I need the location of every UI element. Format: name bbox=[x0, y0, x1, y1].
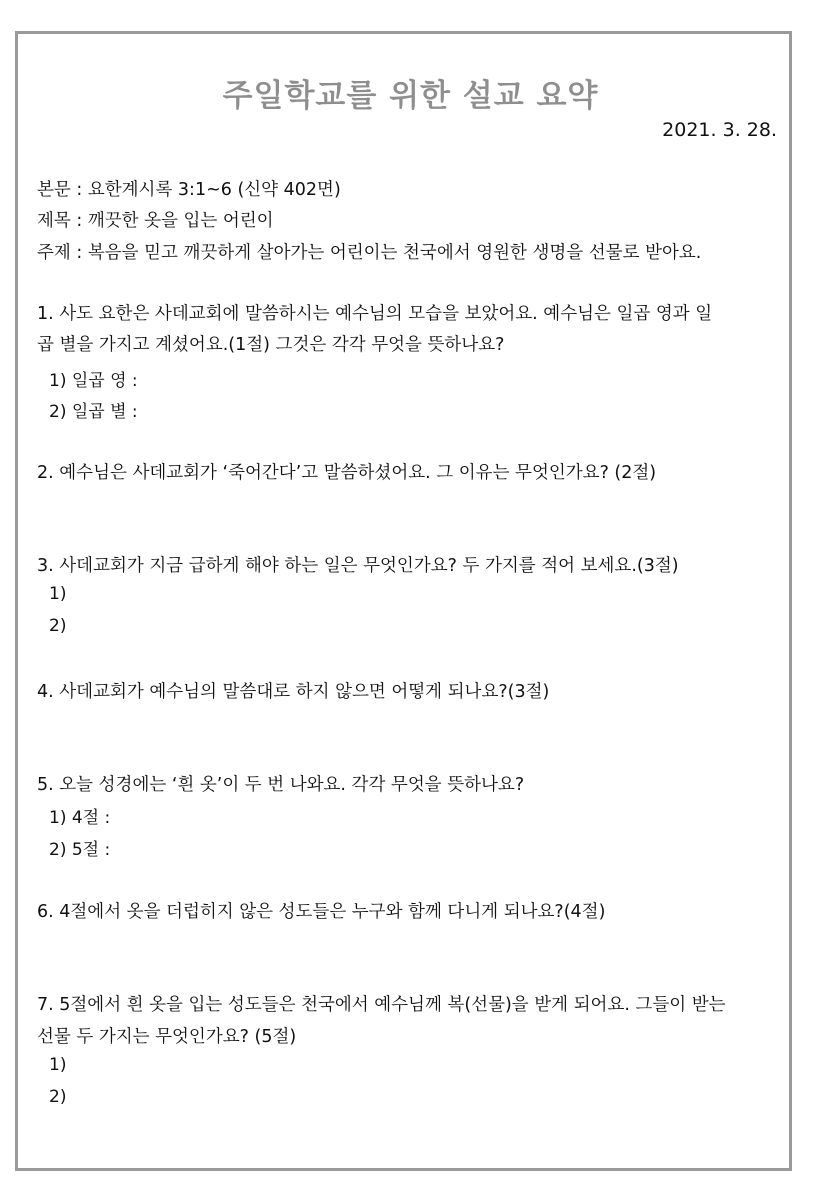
document-title: 주일학교를 위한 설교 요약 bbox=[222, 78, 599, 114]
question-5-answer-1: 1) 4절 : bbox=[49, 808, 111, 828]
document-date: 2021. 3. 28. bbox=[662, 119, 777, 141]
question-1-answer-2: 2) 일곱 별 : bbox=[49, 402, 138, 422]
question-7-line-1: 7. 5절에서 흰 옷을 입는 성도들은 천국에서 예수님께 복(선물)을 받게 되어요. 그들이 받는 bbox=[37, 995, 726, 1015]
question-1-answer-1: 1) 일곱 영 : bbox=[49, 371, 138, 391]
question-3: 3. 사데교회가 지금 급하게 해야 하는 일은 무엇인가요? 두 가지를 적어 보세요.(3절) bbox=[37, 556, 679, 576]
question-2: 2. 예수님은 사데교회가 ‘죽어간다’고 말씀하셨어요. 그 이유는 무엇인가요? (2절) bbox=[37, 463, 657, 483]
question-6: 6. 4절에서 옷을 더럽히지 않은 성도들은 누구와 함께 다니게 되나요?(4절) bbox=[37, 902, 606, 922]
question-3-answer-2: 2) bbox=[49, 616, 67, 636]
sermon-theme: 주제 : 복음을 믿고 깨끗하게 살아가는 어린이는 천국에서 영원한 생명을 선물로 받아요. bbox=[37, 243, 702, 263]
question-1-line-1: 1. 사도 요한은 사데교회에 말씀하시는 예수님의 모습을 보았어요. 예수님은 일곱 영과 일 bbox=[37, 304, 713, 324]
question-3-answer-1: 1) bbox=[49, 584, 67, 604]
question-5-answer-2: 2) 5절 : bbox=[49, 840, 111, 860]
question-4: 4. 사데교회가 예수님의 말씀대로 하지 않으면 어떻게 되나요?(3절) bbox=[37, 682, 550, 702]
question-7-answer-2: 2) bbox=[49, 1087, 67, 1107]
question-1-line-2: 곱 별을 가지고 계셨어요.(1절) 그것은 각각 무엇을 뜻하나요? bbox=[37, 335, 505, 355]
question-5: 5. 오늘 성경에는 ‘흰 옷’이 두 번 나와요. 각각 무엇을 뜻하나요? bbox=[37, 775, 525, 795]
question-7-line-2: 선물 두 가지는 무엇인가요? (5절) bbox=[37, 1027, 297, 1047]
sermon-title: 제목 : 깨끗한 옷을 입는 어린이 bbox=[37, 211, 274, 231]
question-7-answer-1: 1) bbox=[49, 1055, 67, 1075]
scripture-reference: 본문 : 요한계시록 3:1~6 (신약 402면) bbox=[37, 180, 341, 200]
